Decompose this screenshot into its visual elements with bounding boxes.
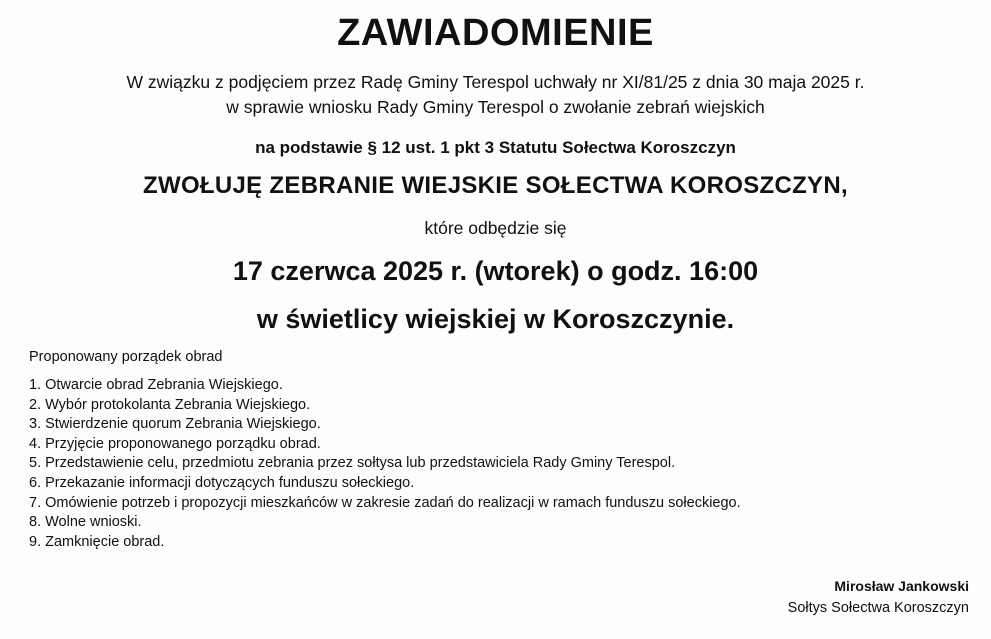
intro-line-2: w sprawie wniosku Rady Gminy Terespol o zwołanie zebrań wiejskich [226,97,765,117]
signatory-name: Mirosław Jankowski [834,578,969,594]
convening-statement: ZWOŁUJĘ ZEBRANIE WIEJSKIE SOŁECTWA KOROSZCZYN, [143,172,848,199]
meeting-date-time: 17 czerwca 2025 r. (wtorek) o godz. 16:00 [232,256,759,286]
meeting-place: w świetlicy wiejskiej w Koroszczynie. [256,304,735,334]
agenda-item: 4. Przyjęcie proponowanego porządku obrad. [29,435,321,452]
agenda-item: 7. Omówienie potrzeb i propozycji mieszkańców w zakresie zadań do realizacji w ramach funduszu sołeckiego. [29,494,741,511]
intro-line-1: W związku z podjęciem przez Radę Gminy Terespol uchwały nr XI/81/25 z dnia 30 maja 2025 r. [126,72,865,92]
legal-basis: na podstawie § 12 ust. 1 pkt 3 Statutu Sołectwa Koroszczyn [255,138,736,157]
agenda-item: 2. Wybór protokolanta Zebrania Wiejskiego. [29,396,311,413]
agenda-item: 1. Otwarcie obrad Zebrania Wiejskiego. [29,377,283,393]
agenda-item: 9. Zamknięcie obrad. [29,533,165,550]
signatory-role: Sołtys Sołectwa Koroszczyn [787,600,969,616]
agenda-item: 3. Stwierdzenie quorum Zebrania Wiejskiego. [29,416,321,433]
agenda-list [29,376,741,552]
which-will-take-place: które odbędzie się [424,218,567,238]
agenda-item: 6. Przekazanie informacji dotyczących funduszu sołeckiego. [29,474,415,491]
agenda-item: 8. Wolne wnioski. [29,514,142,531]
agenda-heading: Proponowany porządek obrad [29,349,223,365]
agenda-item: 5. Przedstawienie celu, przedmiotu zebrania przez sołtysa lub przedstawiciela Rady Gminy Terespol. [29,455,676,472]
notice-title: ZAWIADOMIENIE [337,12,654,54]
